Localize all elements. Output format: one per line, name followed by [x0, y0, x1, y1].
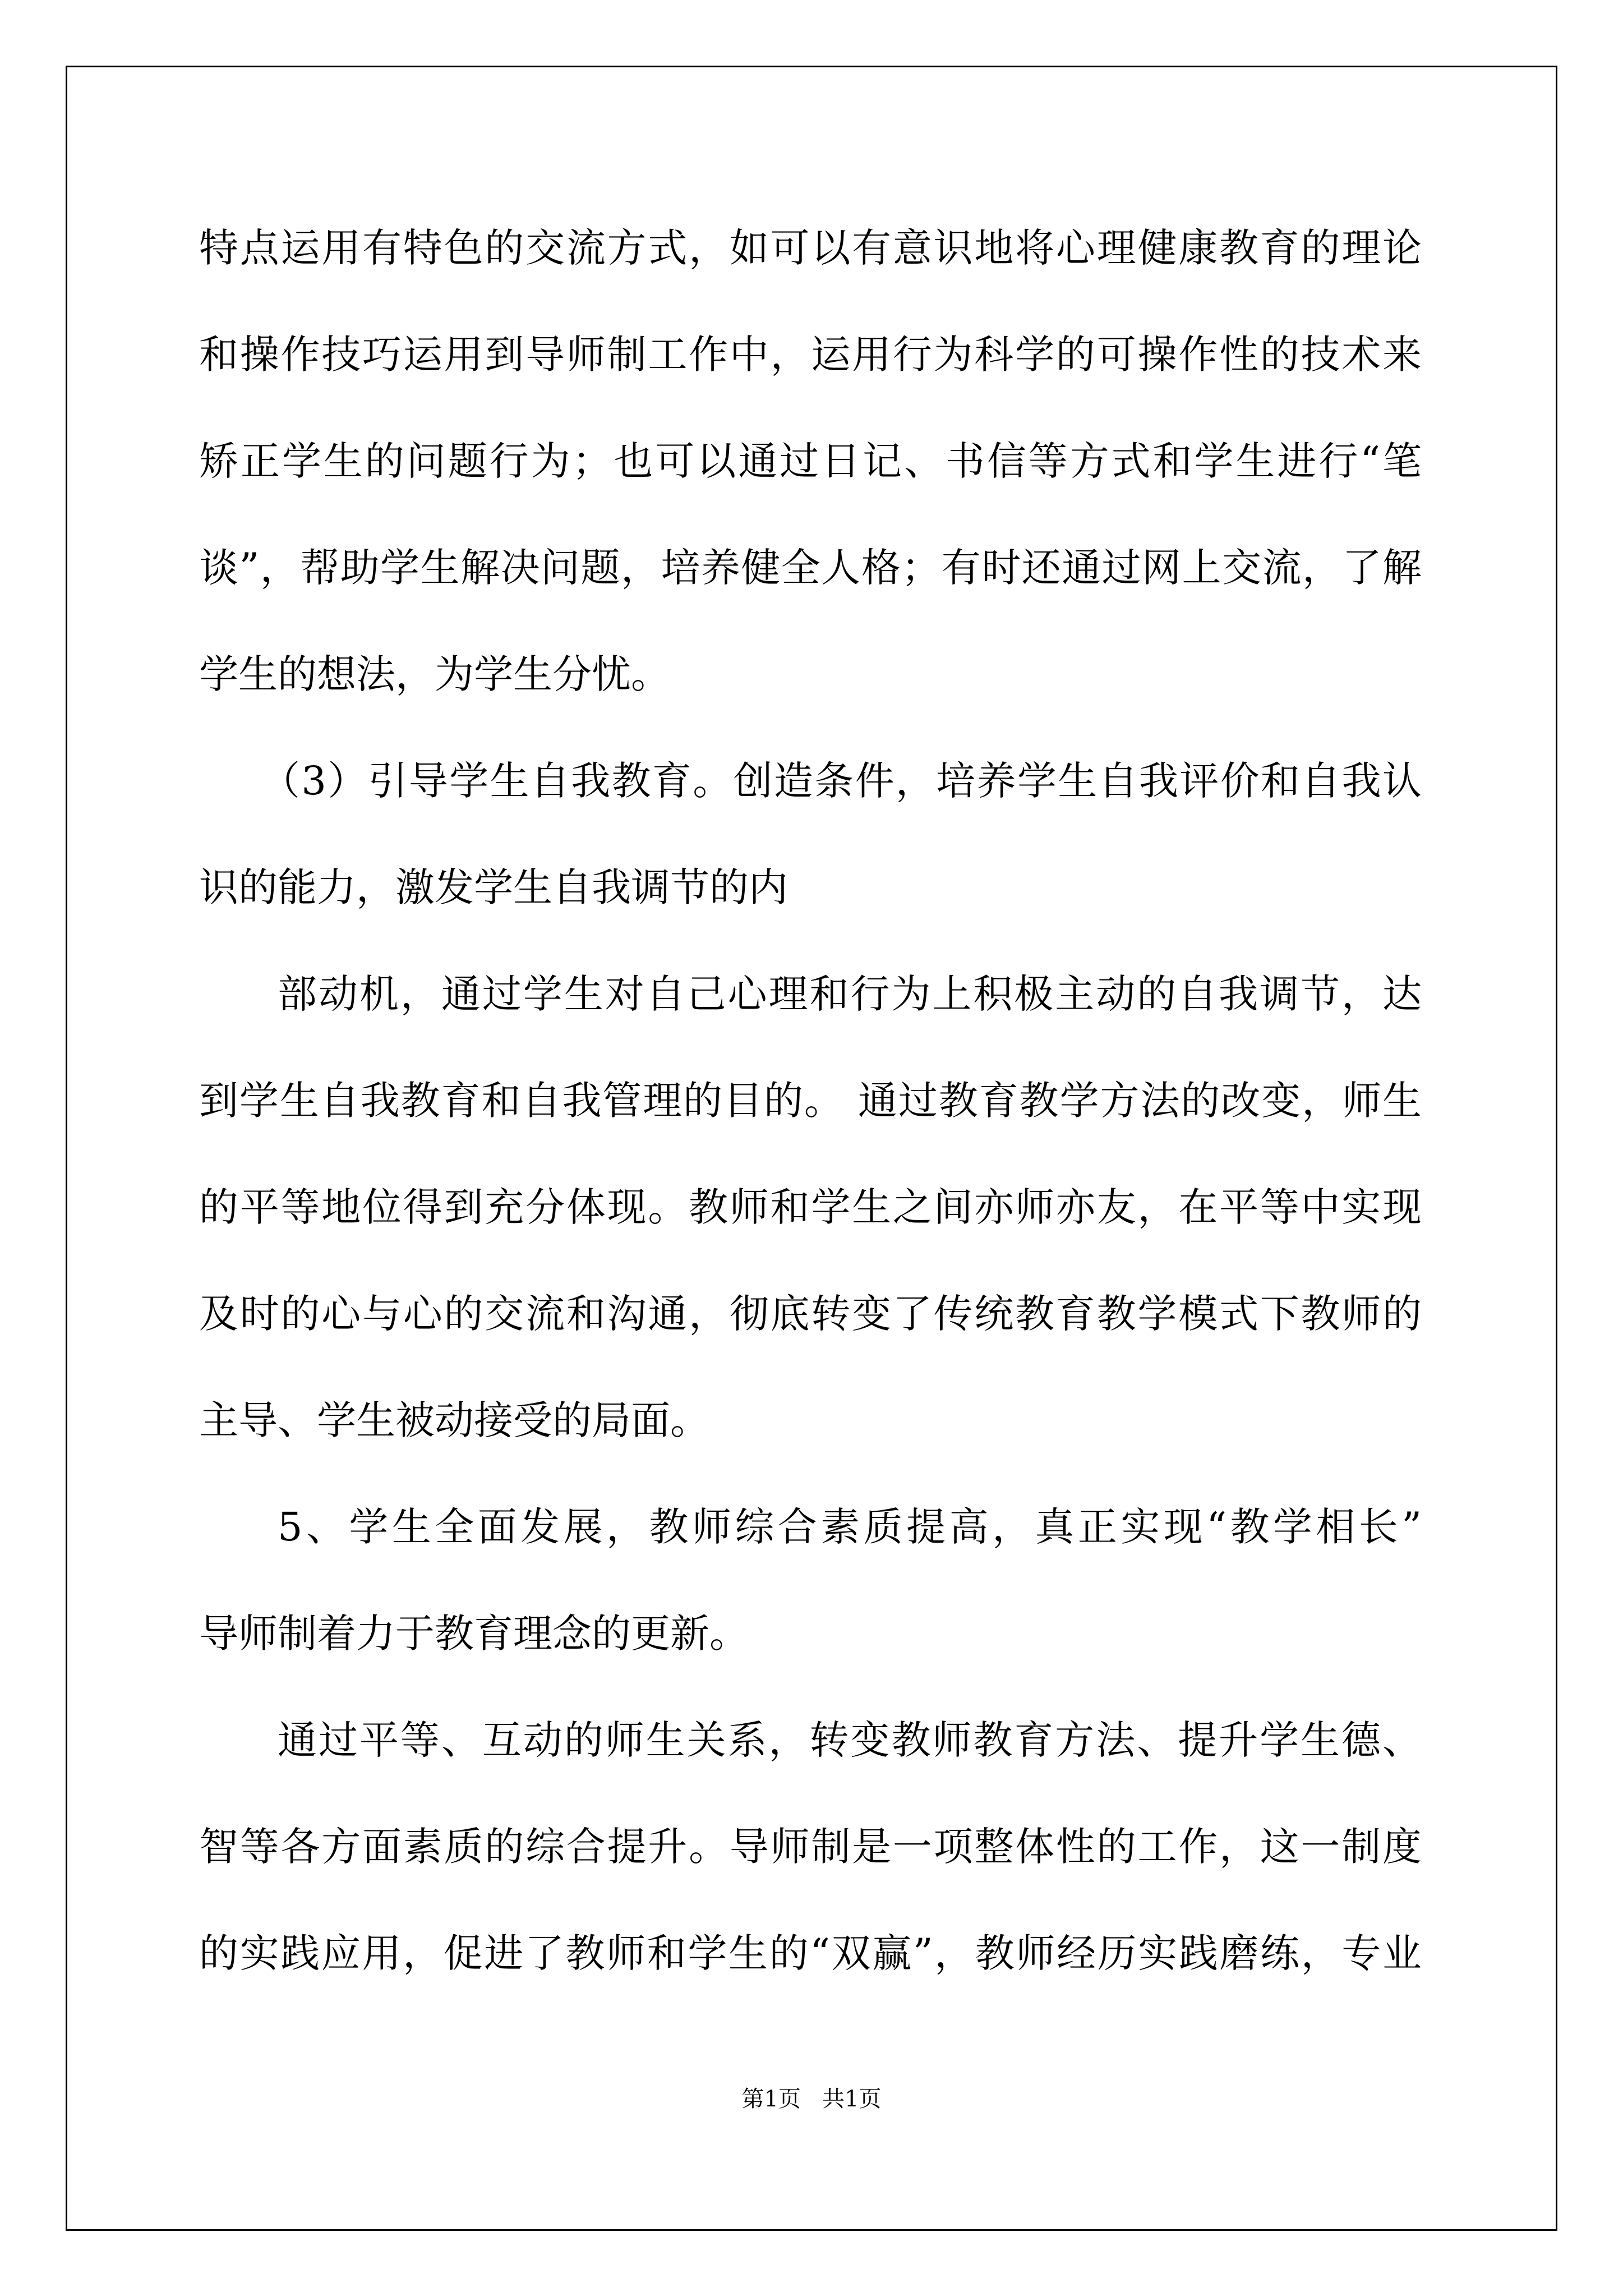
- page-number-footer: 第1页 共1页: [741, 2086, 882, 2112]
- text-line: 的实践应用，促进了教师和学生的“双赢”，教师经历实践磨练，专业: [199, 1930, 1422, 1976]
- paragraph-first-line: 通过平等、互动的师生关系，转变教师教育方法、提升学生德、: [278, 1717, 1422, 1763]
- text-line: 到学生自我教育和自我管理的目的。 通过教育教学方法的改变，师生: [199, 1078, 1422, 1124]
- text-line: 特点运用有特色的交流方式，如可以有意识地将心理健康教育的理论: [199, 225, 1422, 271]
- paragraph-first-line: 部动机，通过学生对自己心理和行为上积极主动的自我调节，达: [278, 971, 1422, 1017]
- text-line: 识的能力，激发学生自我调节的内: [199, 864, 788, 910]
- text-line: 和操作技巧运用到导师制工作中，运用行为科学的可操作性的技术来: [199, 332, 1422, 378]
- paragraph-first-line: （3）引导学生自我教育。创造条件，培养学生自我评价和自我认: [261, 758, 1422, 804]
- page-frame: [66, 66, 1557, 2231]
- text-line: 主导、学生被动接受的局面。: [199, 1397, 709, 1443]
- text-line: 谈”，帮助学生解决问题，培养健全人格；有时还通过网上交流，了解: [199, 545, 1422, 591]
- text-line: 的平等地位得到充分体现。教师和学生之间亦师亦友，在平等中实现: [199, 1184, 1422, 1230]
- text-line: 导师制着力于教育理念的更新。: [199, 1611, 749, 1657]
- text-line: 及时的心与心的交流和沟通，彻底转变了传统教育教学模式下教师的: [199, 1291, 1422, 1337]
- text-line: 矫正学生的问题行为；也可以通过日记、书信等方式和学生进行“笔: [199, 438, 1422, 484]
- paragraph-first-line: 5、学生全面发展，教师综合素质提高，真正实现“教学相长”: [278, 1504, 1422, 1550]
- text-line: 智等各方面素质的综合提升。导师制是一项整体性的工作，这一制度: [199, 1824, 1422, 1870]
- text-line: 学生的想法，为学生分忧。: [199, 651, 670, 697]
